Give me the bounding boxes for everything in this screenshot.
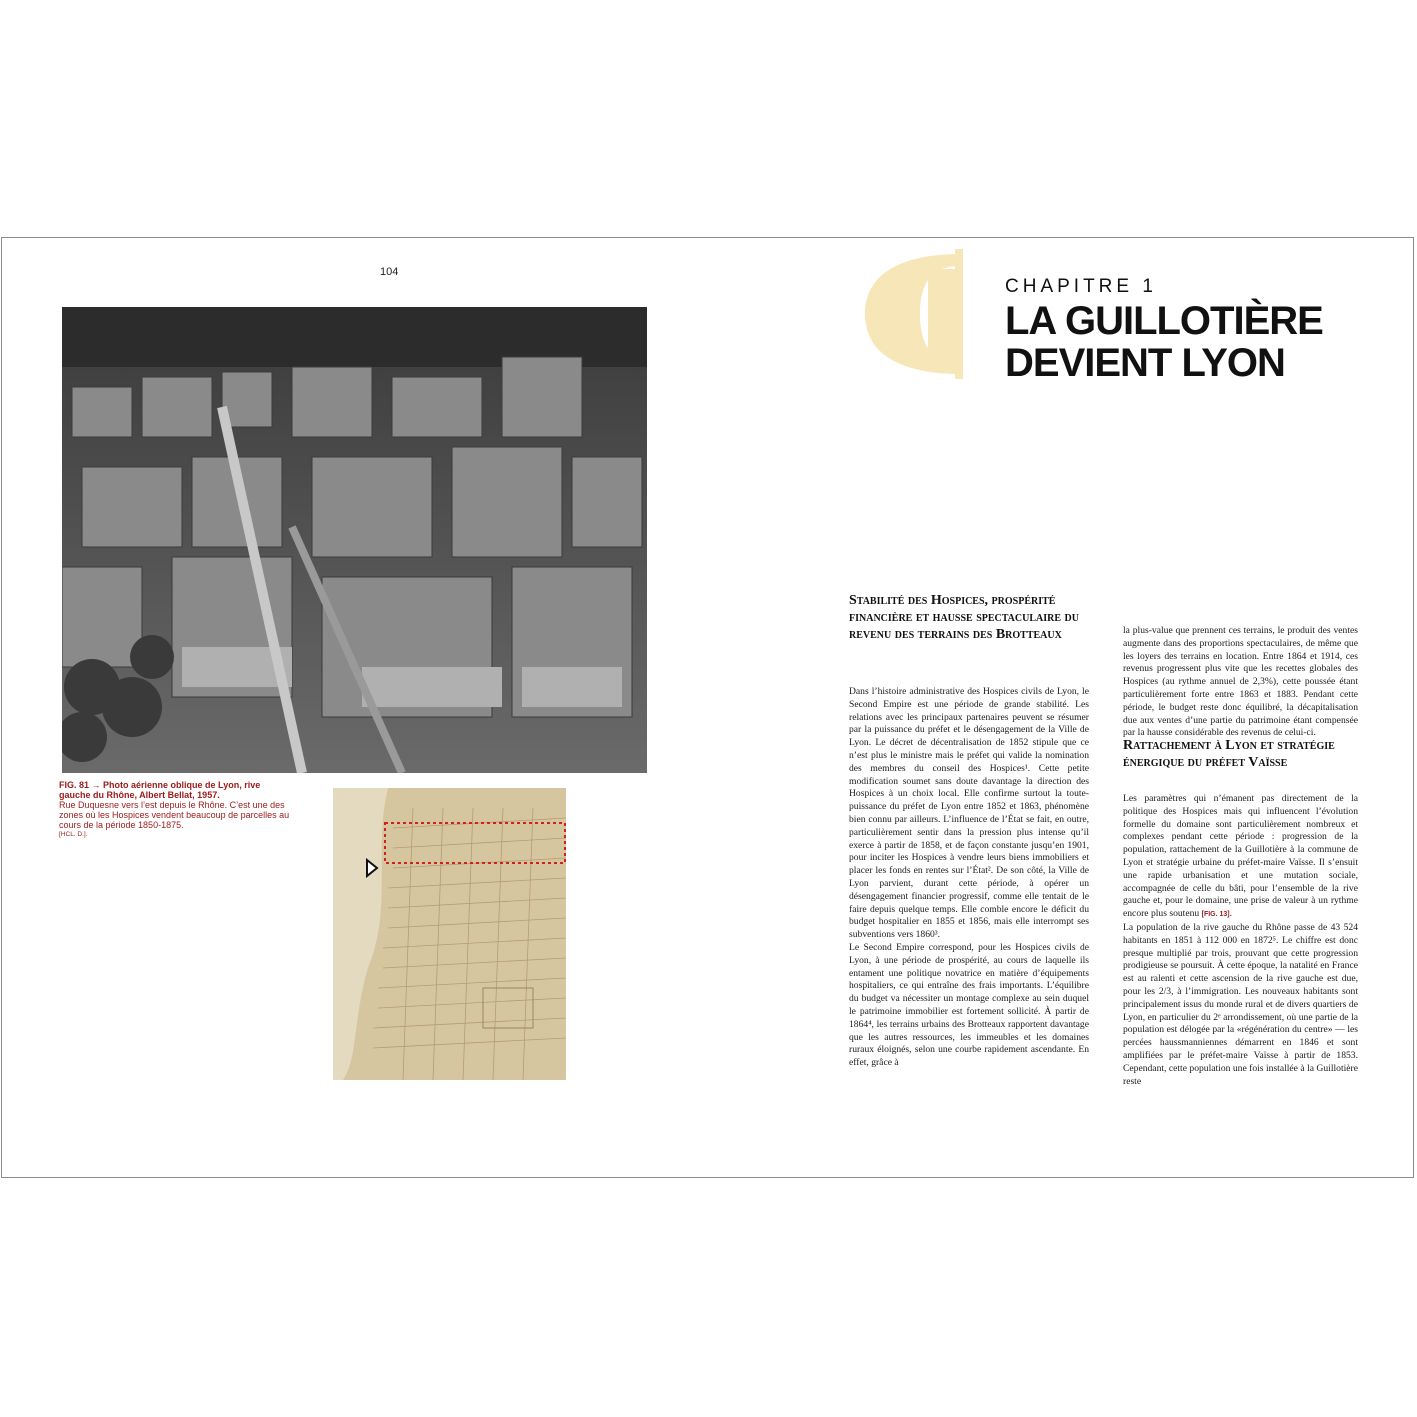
chapter-title-line1: LA GUILLOTIÈRE	[1005, 299, 1323, 343]
chapter-label: CHAPITRE 1	[1005, 276, 1157, 297]
section2-paragraph-1: Les paramètres qui n’émanent pas directement de la politique des Hospices mais qui influencent l’évolution formelle du domaine sont particulièrement nombreux et complexes pendant cette période : progression de la population, rattachement de la Guillotière à la commune de Lyon et stratégie urbaine du préfet-maire Vaïsse. Il s’ensuit une rapide urbanisation et une mutation sociale, accompagnée de celle du bâti, pour l’ensemble de la rive gauche et, pour le domaine, une prise de valeur à un rythme encore plus soutenu [FIG. 13].	[1123, 793, 1358, 920]
section2-paragraph-1-text: Les paramètres qui n’émanent pas directement de la politique des Hospices mais qui influencent l’évolution formelle du domaine sont particulièrement nombreux et complexes pendant cette période : progression de la population, rattachement de la Guillotière à la commune de Lyon et stratégie urbaine du préfet-maire Vaïsse. Il s’ensuit une rapide urbanisation et une mutation sociale, accompagnée de celle du bâti, pour l’ensemble de la rive gauche et, pour le domaine, une prise de valeur à un rythme encore plus soutenu	[1123, 793, 1358, 920]
chapter-dropcap	[860, 244, 1000, 384]
figure-caption	[59, 780, 291, 840]
section1-paragraph-1: Dans l’histoire administrative des Hospices civils de Lyon, le Second Empire est une période de grande stabilité. Les relations avec les principaux partenaires peuvent se résumer par la puissance du préfet et le désengagement de la Ville de Lyon. Le décret de décentralisation de 1852 stipule que ce n’est plus le ministre mais le préfet qui valide la nomination des membres du conseil des Hospices¹. Cette petite modification soumet sans doute davantage la direction des Hospices à un choix local. Elle confirme surtout la toute-puissance du préfet de Lyon entre 1852 et 1863, phénomène bien connu par ailleurs. L’influence de l’État se fait, en outre, particulièrement sentir dans la pression plus intense qu’il exerce à partir de 1858, et de façon constante jusqu’en 1901, pour inciter les Hospices à vendre leurs biens immobiliers et placer les fonds en rentes sur l’État². De son côté, la Ville de Lyon parvient, durant cette période, à opérer un désengagement financier progressif, comme elle tentait de le faire depuis quelque temps. Elle comble encore le déficit du budget hospitalier en 1855 et 1856, mais elle interrompt ses subventions vers 1860³.	[849, 686, 1089, 941]
chapter-title	[1005, 300, 1323, 384]
caption-text: Rue Duquesne vers l’est depuis le Rhône. C’est une des zones où les Hospices vendent beaucoup de parcelles au cours de la période 1850-1875.	[59, 800, 290, 830]
column-1	[849, 686, 1089, 1070]
caption-credit: [HCL. D.].	[59, 831, 88, 838]
column-2-bottom	[1123, 793, 1358, 1088]
historic-map	[333, 788, 566, 1080]
figure-reference[interactable]: [FIG. 13]	[1201, 911, 1230, 919]
page-number: 104	[380, 266, 399, 278]
section2-heading: Rattachement à Lyon et stratégie énergique du préfet Vaïsse	[1123, 738, 1335, 770]
section2-paragraph-2: La population de la rive gauche du Rhône passe de 43 524 habitants en 1851 à 112 000 en 1872⁵. Le chiffre est donc presque multiplié par trois, prouvant que cette progression prodigieuse se poursuit. À cette époque, la natalité en France est au ralenti et cette ascension de la rive gauche est due, pour les 2/3, à l’immigration. Les nouveaux habitants sont principalement issus du monde rural et de divers quartiers de Lyon, en particulier du 2ᵉ arrondissement, où une partie de la population est délogée par la «régénération du centre» — les percées haussmanniennes démarrent en 1846 et sont amplifiées par le préfet-maire Vaïsse à partir de 1853. Cependant, cette population une fois installée à la Guillotière reste	[1123, 921, 1358, 1087]
aerial-photo	[62, 307, 647, 773]
chapter-title-line2: DEVIENT LYON	[1005, 341, 1285, 385]
section1-paragraph-2: Le Second Empire correspond, pour les Hospices civils de Lyon, à une période de prospérité, au cours de laquelle ils entament une politique novatrice en matière d’équipements hospitaliers, ce qui entraîne des frais importants. L’équilibre du budget va nécessiter un montage complexe au sein duquel le patrimoine immobilier est fortement sollicité. À partir de 1864⁴, les terrains urbains des Brotteaux rapportent davantage que les autres ressources, les immeubles et les domaines ruraux éloignés, selon une courbe rapidement ascendante. En effet, grâce à	[849, 941, 1089, 1069]
column-2-top	[1123, 625, 1358, 740]
section1-paragraph-3: la plus-value que prennent ces terrains, le produit des ventes augmente dans des proportions spectaculaires, de même que les loyers des terrains en location. Entre 1864 et 1914, ces revenus progressent plus vite que les recettes globales des Hospices (au rythme annuel de 2,3%), cette poussée étant particulièrement forte entre 1863 et 1883. Pendant cette période, le budget reste donc équilibré, la décapitalisation due aux ventes d’une partie du patrimoine étant compensée par la hausse considérable des revenus de celui-ci.	[1123, 625, 1358, 739]
caption-title: FIG. 81 → Photo aérienne oblique de Lyon, rive gauche du Rhône, Albert Bellat, 1957.	[59, 780, 261, 800]
section1-heading: Stabilité des Hospices, prospérité financière et hausse spectaculaire du revenu des terrains des Brotteaux	[849, 593, 1079, 642]
